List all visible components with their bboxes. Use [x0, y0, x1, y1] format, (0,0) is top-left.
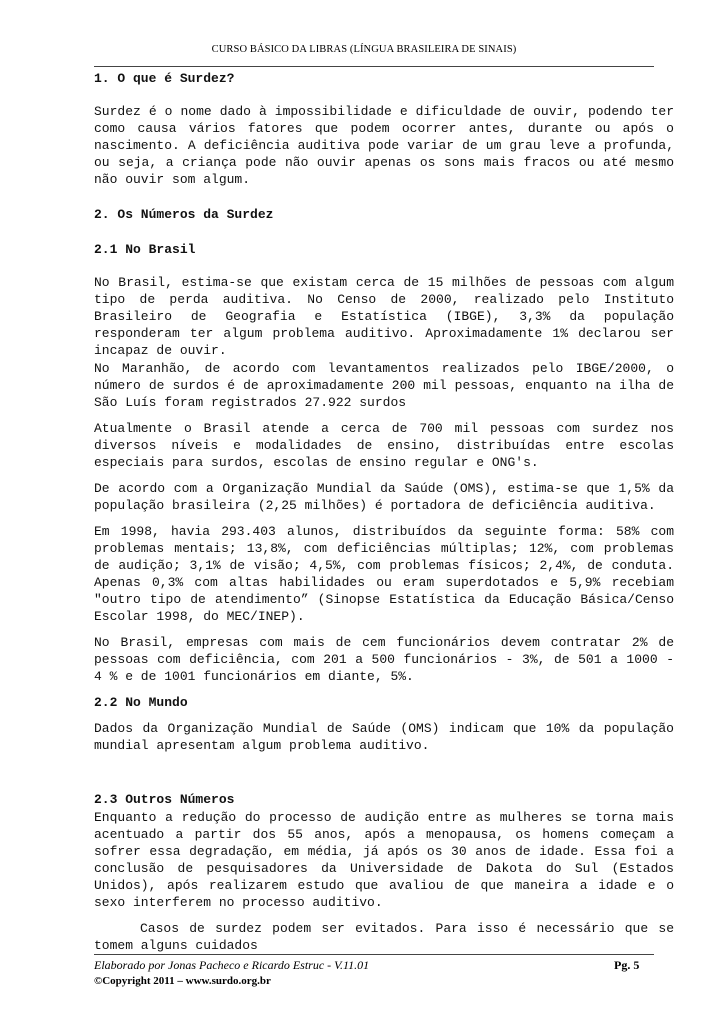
- paragraph: No Brasil, estima-se que existam cerca de 15 milhões de pessoas com algum tipo de perda auditiva. No Censo de 2000, realizado pelo Instituto Brasileiro de Geografia e Estatística (IBGE), 3,3% da população responderam ter algum problema auditivo. Aproximadamente 1% declarou ser incapaz de ouvir.: [94, 275, 674, 358]
- page-number: Pg. 5: [614, 958, 640, 972]
- footer-author: Elaborado por Jonas Pacheco e Ricardo Estruc - V.11.01: [94, 958, 370, 972]
- section-heading: 2. Os Números da Surdez: [94, 207, 274, 222]
- paragraph: Dados da Organização Mundial de Saúde (OMS) indicam que 10% da população mundial apresentam algum problema auditivo.: [94, 721, 674, 753]
- paragraph: Enquanto a redução do processo de audição entre as mulheres se torna mais acentuado a partir dos 55 anos, após a menopausa, os homens começam a sofrer essa degradação, em média, já após os 30 anos de idade. Essa foi a conclusão de pesquisadores da Universidade de Dakota do Sul (Estados Unidos), após realizarem estudo que avaliou de que maneira a idade e o sexo interferem no processo auditivo.: [94, 810, 674, 910]
- header-rule: [94, 66, 654, 67]
- paragraph: Em 1998, havia 293.403 alunos, distribuídos da seguinte forma: 58% com problemas mentais; 13,8%, com deficiências múltiplas; 12%, com problemas de audição; 3,1% de visão; 4,5%, com problemas físicos; 2,4%, de conduta. Apenas 0,3% com altas habilidades ou eram superdotados e 5,9% recebiam "outro tipo de atendimento” (Sinopse Estatística da Educação Básica/Censo Escolar 1998, do MEC/INEP).: [94, 524, 674, 624]
- section-heading: 2.3 Outros Números: [94, 792, 235, 807]
- section-heading: 2.2 No Mundo: [94, 695, 188, 710]
- running-header: CURSO BÁSICO DA LIBRAS (LÍNGUA BRASILEIRA DE SINAIS): [211, 44, 517, 55]
- section-heading: 2.1 No Brasil: [94, 242, 196, 257]
- paragraph: Casos de surdez podem ser evitados. Para isso é necessário que se tomem alguns cuidados: [94, 921, 674, 953]
- section-heading: 1. O que é Surdez?: [94, 71, 235, 86]
- paragraph: De acordo com a Organização Mundial da Saúde (OMS), estima-se que 1,5% da população brasileira (2,25 milhões) é portadora de deficiência auditiva.: [94, 481, 674, 513]
- paragraph: No Maranhão, de acordo com levantamentos realizados pelo IBGE/2000, o número de surdos é de aproximadamente 200 mil pessoas, enquanto na ilha de São Luís foram registrados 27.922 surdos: [94, 361, 674, 410]
- paragraph: No Brasil, empresas com mais de cem funcionários devem contratar 2% de pessoas com deficiência, com 201 a 500 funcionários - 3%, de 501 a 1000 - 4 % e de 1001 funcionários em diante, 5%.: [94, 635, 674, 684]
- paragraph: Atualmente o Brasil atende a cerca de 700 mil pessoas com surdez nos diversos níveis e modalidades de ensino, distribuídas entre escolas especiais para surdos, escolas de ensino regular e ONG's.: [94, 421, 674, 470]
- main-content: [94, 70, 674, 954]
- paragraph: Surdez é o nome dado à impossibilidade e dificuldade de ouvir, podendo ter como causa vários fatores que podem ocorrer antes, durante ou após o nascimento. A deficiência auditiva pode variar de um grau leve a profunda, ou seja, a criança pode não ouvir apenas os sons mais fracos ou até mesmo não ouvir som algum.: [94, 104, 674, 187]
- footer-copyright: ©Copyright 2011 – www.surdo.org.br: [94, 975, 271, 987]
- footer-rule: [94, 954, 654, 955]
